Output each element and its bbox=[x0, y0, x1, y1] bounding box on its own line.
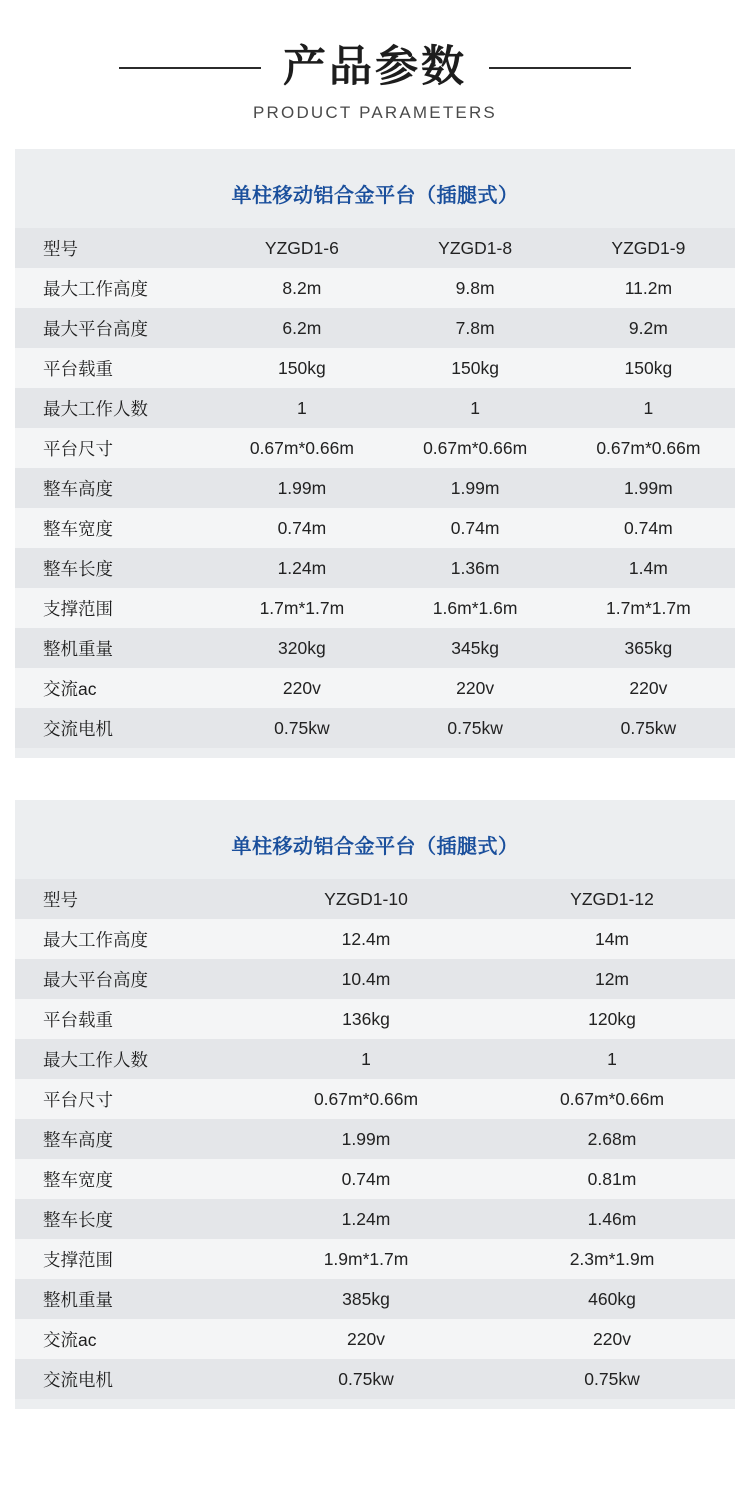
row-value: 1.99m bbox=[215, 468, 388, 508]
row-value: 136kg bbox=[243, 999, 489, 1039]
table-row bbox=[15, 268, 735, 308]
row-value: 0.81m bbox=[489, 1159, 735, 1199]
spec-table-block-2 bbox=[15, 800, 735, 1409]
row-label: 整车高度 bbox=[15, 1119, 243, 1159]
row-value: 460kg bbox=[489, 1279, 735, 1319]
table-row bbox=[15, 1279, 735, 1319]
row-label: 平台载重 bbox=[15, 348, 215, 388]
table-row bbox=[15, 468, 735, 508]
row-value: 2.68m bbox=[489, 1119, 735, 1159]
row-label: 型号 bbox=[15, 228, 215, 268]
table-row bbox=[15, 959, 735, 999]
row-value: 1.99m bbox=[562, 468, 735, 508]
row-value: 220v bbox=[489, 1319, 735, 1359]
table-row bbox=[15, 1319, 735, 1359]
row-value: 0.67m*0.66m bbox=[389, 428, 562, 468]
row-value: 1.99m bbox=[243, 1119, 489, 1159]
table-row bbox=[15, 1039, 735, 1079]
spec-table-2-body bbox=[15, 879, 735, 1399]
spec-table-2-caption: 单柱移动铝合金平台（插腿式） bbox=[231, 836, 519, 859]
row-value: 1.24m bbox=[215, 548, 388, 588]
table-row bbox=[15, 1359, 735, 1399]
row-value: 220v bbox=[562, 668, 735, 708]
page-header bbox=[0, 0, 750, 149]
title-rule-right bbox=[489, 67, 631, 69]
row-value: 0.67m*0.66m bbox=[243, 1079, 489, 1119]
row-value: 0.67m*0.66m bbox=[562, 428, 735, 468]
row-value: 0.75kw bbox=[389, 708, 562, 748]
row-label: 整机重量 bbox=[15, 628, 215, 668]
title-rule-left bbox=[119, 67, 261, 69]
row-label: 支撑范围 bbox=[15, 1239, 243, 1279]
row-value: 320kg bbox=[215, 628, 388, 668]
row-value: 11.2m bbox=[562, 268, 735, 308]
row-label: 最大工作人数 bbox=[15, 388, 215, 428]
table-row bbox=[15, 508, 735, 548]
spec-table-2 bbox=[15, 814, 735, 1399]
row-label: 交流ac bbox=[15, 1319, 243, 1359]
row-label: 最大平台高度 bbox=[15, 959, 243, 999]
table-row bbox=[15, 1079, 735, 1119]
row-value: 14m bbox=[489, 919, 735, 959]
spec-table-1 bbox=[15, 163, 735, 748]
row-value: 0.74m bbox=[389, 508, 562, 548]
row-value: 365kg bbox=[562, 628, 735, 668]
table-row bbox=[15, 999, 735, 1039]
row-value: 1.36m bbox=[389, 548, 562, 588]
row-value: YZGD1-8 bbox=[389, 228, 562, 268]
row-value: 120kg bbox=[489, 999, 735, 1039]
table-row bbox=[15, 1239, 735, 1279]
table-row bbox=[15, 548, 735, 588]
row-value: 1.46m bbox=[489, 1199, 735, 1239]
row-value: 0.67m*0.66m bbox=[215, 428, 388, 468]
row-label: 整车长度 bbox=[15, 548, 215, 588]
table-row bbox=[15, 1199, 735, 1239]
row-value: YZGD1-9 bbox=[562, 228, 735, 268]
row-value: YZGD1-6 bbox=[215, 228, 388, 268]
row-value: 220v bbox=[243, 1319, 489, 1359]
page-title: 产品参数 bbox=[283, 43, 467, 91]
table-row bbox=[15, 628, 735, 668]
row-value: 8.2m bbox=[215, 268, 388, 308]
row-label: 整车宽度 bbox=[15, 1159, 243, 1199]
row-value: 1.4m bbox=[562, 548, 735, 588]
row-value: YZGD1-12 bbox=[489, 879, 735, 919]
table-row bbox=[15, 1119, 735, 1159]
row-value: 1.99m bbox=[389, 468, 562, 508]
page-subtitle: PRODUCT PARAMETERS bbox=[253, 103, 497, 123]
table-row bbox=[15, 388, 735, 428]
row-value: 1 bbox=[562, 388, 735, 428]
row-value: 1.6m*1.6m bbox=[389, 588, 562, 628]
row-label: 整车长度 bbox=[15, 1199, 243, 1239]
table-row bbox=[15, 668, 735, 708]
row-label: 型号 bbox=[15, 879, 243, 919]
row-value: 0.74m bbox=[243, 1159, 489, 1199]
table-row bbox=[15, 348, 735, 388]
table-row bbox=[15, 428, 735, 468]
row-value: YZGD1-10 bbox=[243, 879, 489, 919]
table-row bbox=[15, 1159, 735, 1199]
row-value: 2.3m*1.9m bbox=[489, 1239, 735, 1279]
row-value: 150kg bbox=[215, 348, 388, 388]
row-value: 1 bbox=[243, 1039, 489, 1079]
row-value: 1 bbox=[389, 388, 562, 428]
row-value: 0.67m*0.66m bbox=[489, 1079, 735, 1119]
spec-table-block-1 bbox=[15, 149, 735, 758]
table-row bbox=[15, 708, 735, 748]
row-label: 整机重量 bbox=[15, 1279, 243, 1319]
row-value: 1.24m bbox=[243, 1199, 489, 1239]
row-label: 平台载重 bbox=[15, 999, 243, 1039]
row-value: 12m bbox=[489, 959, 735, 999]
row-label: 交流电机 bbox=[15, 708, 215, 748]
table-row bbox=[15, 879, 735, 919]
spec-table-1-body bbox=[15, 228, 735, 748]
row-label: 整车宽度 bbox=[15, 508, 215, 548]
table-row bbox=[15, 308, 735, 348]
row-value: 1 bbox=[489, 1039, 735, 1079]
row-value: 1.9m*1.7m bbox=[243, 1239, 489, 1279]
row-value: 9.2m bbox=[562, 308, 735, 348]
row-value: 220v bbox=[389, 668, 562, 708]
spec-table-1-caption: 单柱移动铝合金平台（插腿式） bbox=[231, 185, 519, 208]
row-value: 0.74m bbox=[562, 508, 735, 548]
row-label: 交流电机 bbox=[15, 1359, 243, 1399]
table-row bbox=[15, 919, 735, 959]
row-label: 最大工作高度 bbox=[15, 268, 215, 308]
row-value: 9.8m bbox=[389, 268, 562, 308]
table-row bbox=[15, 588, 735, 628]
row-value: 1.7m*1.7m bbox=[562, 588, 735, 628]
row-value: 220v bbox=[215, 668, 388, 708]
row-value: 150kg bbox=[562, 348, 735, 388]
row-label: 平台尺寸 bbox=[15, 1079, 243, 1119]
title-row bbox=[0, 44, 750, 91]
row-label: 交流ac bbox=[15, 668, 215, 708]
row-value: 6.2m bbox=[215, 308, 388, 348]
row-value: 0.75kw bbox=[562, 708, 735, 748]
row-label: 最大工作高度 bbox=[15, 919, 243, 959]
row-value: 0.74m bbox=[215, 508, 388, 548]
row-value: 385kg bbox=[243, 1279, 489, 1319]
row-value: 7.8m bbox=[389, 308, 562, 348]
row-value: 12.4m bbox=[243, 919, 489, 959]
table-row bbox=[15, 228, 735, 268]
bottom-spacer bbox=[0, 1443, 750, 1483]
row-label: 最大工作人数 bbox=[15, 1039, 243, 1079]
row-value: 150kg bbox=[389, 348, 562, 388]
row-value: 1 bbox=[215, 388, 388, 428]
row-label: 平台尺寸 bbox=[15, 428, 215, 468]
row-value: 0.75kw bbox=[243, 1359, 489, 1399]
row-value: 1.7m*1.7m bbox=[215, 588, 388, 628]
row-value: 345kg bbox=[389, 628, 562, 668]
row-value: 0.75kw bbox=[489, 1359, 735, 1399]
row-value: 10.4m bbox=[243, 959, 489, 999]
row-label: 支撑范围 bbox=[15, 588, 215, 628]
row-label: 最大平台高度 bbox=[15, 308, 215, 348]
row-label: 整车高度 bbox=[15, 468, 215, 508]
row-value: 0.75kw bbox=[215, 708, 388, 748]
